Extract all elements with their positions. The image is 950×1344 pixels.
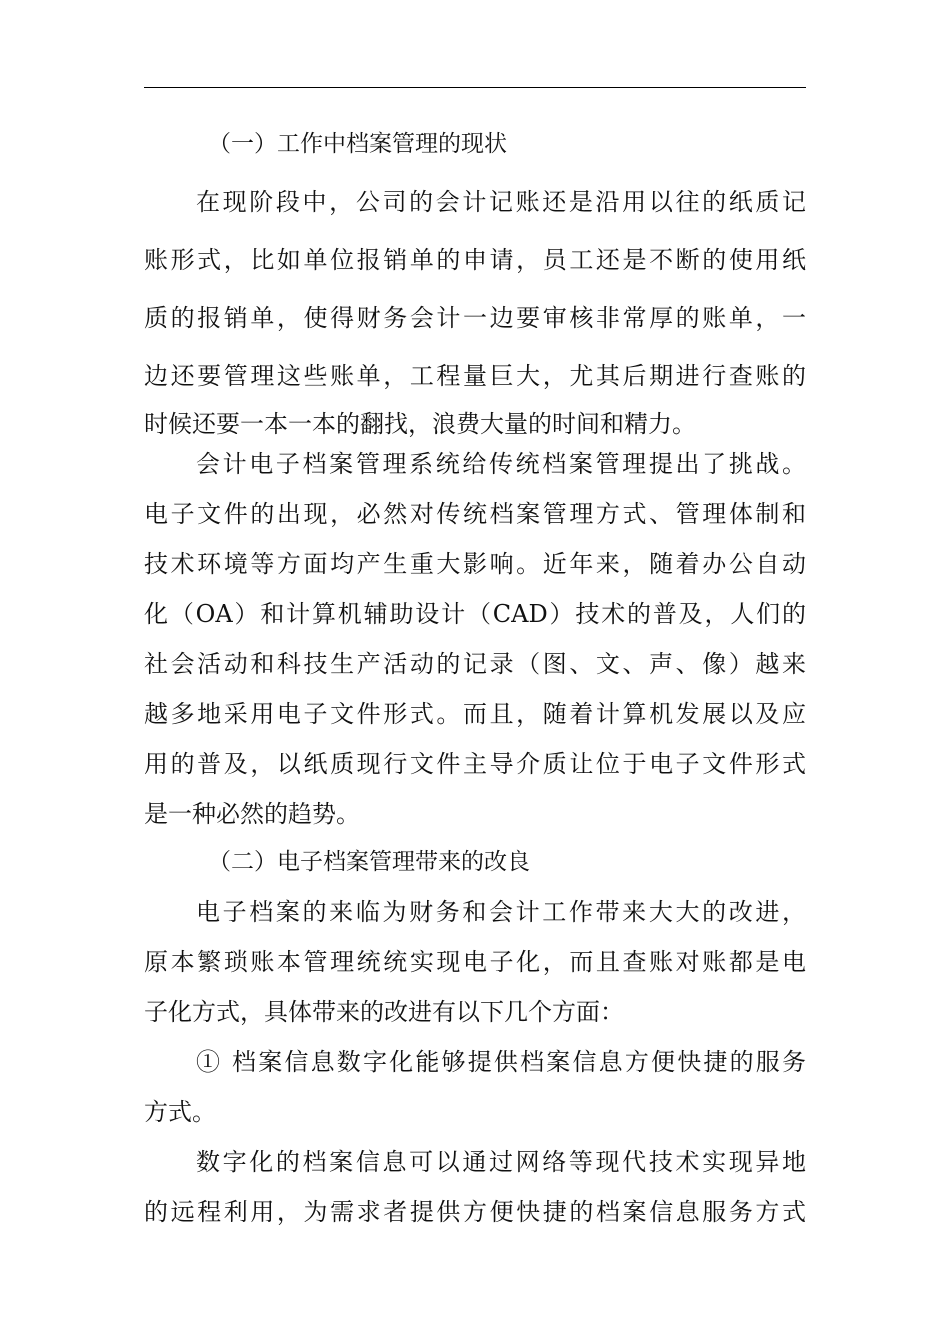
section-heading-2: （二）电子档案管理带来的改良 xyxy=(208,849,530,875)
paragraph-line: 社会活动和科技生产活动的记录（图、文、声、像）越来 xyxy=(144,650,806,678)
paragraph-line: 账形式，比如单位报销单的申请，员工还是不断的使用纸 xyxy=(144,246,806,274)
paragraph-line: 子化方式，具体带来的改进有以下几个方面： xyxy=(144,998,624,1026)
paragraph-line: 越多地采用电子文件形式。而且，随着计算机发展以及应 xyxy=(144,700,806,728)
paragraph-line: 电子档案的来临为财务和会计工作带来大大的改进， xyxy=(196,898,806,926)
paragraph-line: 原本繁琐账本管理统统实现电子化，而且查账对账都是电 xyxy=(144,948,806,976)
section-heading-1: （一）工作中档案管理的现状 xyxy=(208,131,507,157)
paragraph-line: 数字化的档案信息可以通过网络等现代技术实现异地 xyxy=(196,1148,806,1176)
paragraph-line: 电子文件的出现，必然对传统档案管理方式、管理体制和 xyxy=(144,500,806,528)
paragraph-line: 边还要管理这些账单，工程量巨大，尤其后期进行查账的 xyxy=(144,362,806,390)
paragraph-line: 在现阶段中，公司的会计记账还是沿用以往的纸质记 xyxy=(196,188,806,216)
paragraph-line: 会计电子档案管理系统给传统档案管理提出了挑战。 xyxy=(196,450,806,478)
paragraph-line: 时候还要一本一本的翻找，浪费大量的时间和精力。 xyxy=(144,410,696,438)
paragraph-line: 质的报销单，使得财务会计一边要审核非常厚的账单，一 xyxy=(144,304,806,332)
paragraph-line: 是一种必然的趋势。 xyxy=(144,800,360,828)
header-rule xyxy=(144,87,806,88)
paragraph-line: 化（OA）和计算机辅助设计（CAD）技术的普及，人们的 xyxy=(144,600,806,628)
list-item-1-continued: 方式。 xyxy=(144,1098,216,1126)
paragraph-line: 用的普及，以纸质现行文件主导介质让位于电子文件形式 xyxy=(144,750,806,778)
list-item-1: ① 档案信息数字化能够提供档案信息方便快捷的服务 xyxy=(196,1048,806,1076)
paragraph-line: 的远程利用，为需求者提供方便快捷的档案信息服务方式 xyxy=(144,1198,806,1226)
paragraph-line: 技术环境等方面均产生重大影响。近年来，随着办公自动 xyxy=(144,550,806,578)
